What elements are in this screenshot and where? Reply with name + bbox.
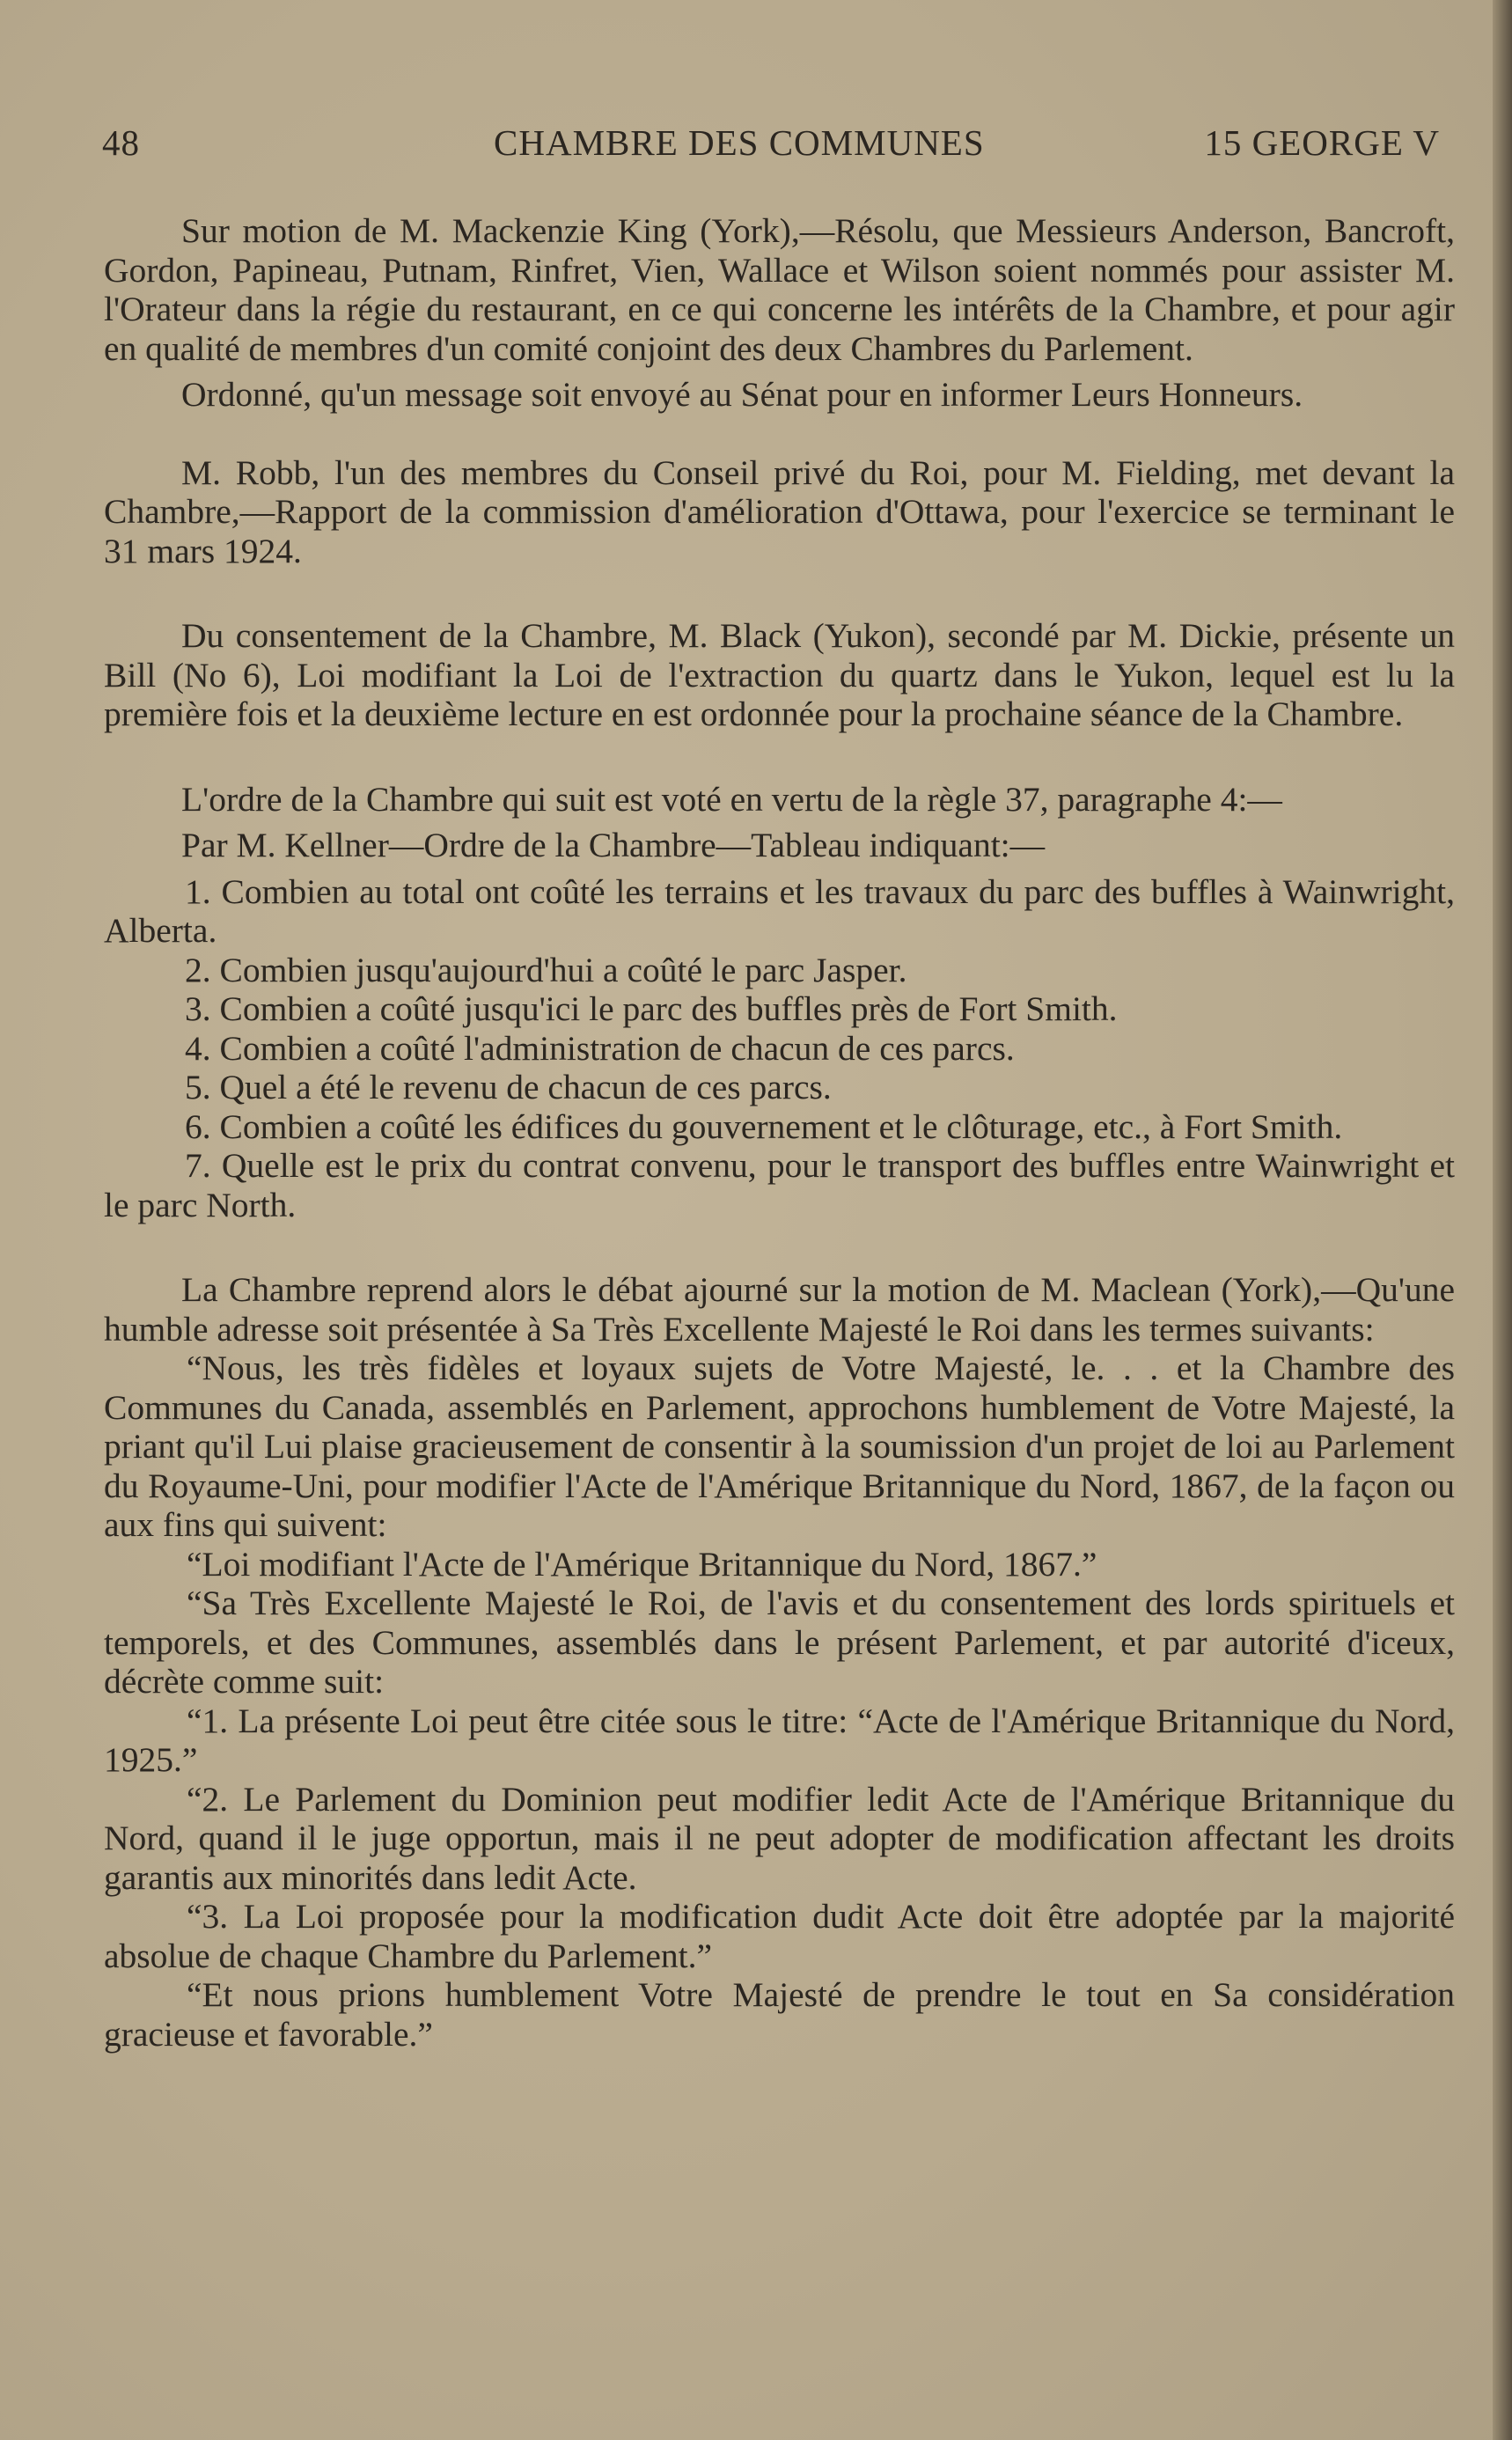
- quote-paragraph: “Et nous prions humblement Votre Majesté de prendre le tout en Sa considération gracieuse et favorable.”: [104, 1975, 1455, 2054]
- paragraph-ottawa-report: M. Robb, l'un des membres du Conseil privé du Roi, pour M. Fielding, met devant la Chambre,—Rapport de la commission d'amélioration d'Ottawa, pour l'exercice se terminant le 31 mars 1924.: [104, 452, 1455, 570]
- paragraph-senate-message: Ordonné, qu'un message soit envoyé au Sénat pour en informer Leurs Honneurs.: [181, 375, 1303, 414]
- list-item: 7. Quelle est le prix du contrat convenu, pour le transport des buffles entre Wainwright et le parc North.: [104, 1146, 1455, 1224]
- body-text: [104, 211, 1455, 2054]
- paragraph-maclean-debate: La Chambre reprend alors le débat ajourné sur la motion de M. Maclean (York),—Qu'une humble adresse soit présentée à Sa Très Excellente Majesté le Roi dans les termes suivants:: [104, 1270, 1455, 1349]
- page-edge-shadow: [1493, 0, 1512, 2440]
- list-item: 3. Combien a coûté jusqu'ici le parc des buffles près de Fort Smith.: [185, 989, 1118, 1028]
- list-item: 6. Combien a coûté les édifices du gouvernement et le clôturage, etc., à Fort Smith.: [185, 1106, 1343, 1146]
- header-title: CHAMBRE DES COMMUNES: [494, 122, 985, 163]
- page-number: 48: [102, 122, 140, 163]
- list-item: 1. Combien au total ont coûté les terrains et les travaux du parc des buffles à Wainwright, Alberta.: [104, 871, 1455, 950]
- paragraph-yukon-bill: Du consentement de la Chambre, M. Black (Yukon), secondé par M. Dickie, présente un Bill (No 6), Loi modifiant la Loi de l'extraction du quartz dans le Yukon, lequel est lu la première fois et la deuxième lecture en est ordonnée pour la prochaine séance de la Chambre.: [104, 616, 1455, 733]
- quote-paragraph: “Loi modifiant l'Acte de l'Amérique Britannique du Nord, 1867.”: [187, 1544, 1097, 1584]
- running-header: [102, 113, 1440, 165]
- list-item: 4. Combien a coûté l'administration de chacun de ces parcs.: [185, 1028, 1015, 1068]
- paragraph-house-order: L'ordre de la Chambre qui suit est voté en vertu de la règle 37, paragraphe 4:—: [181, 779, 1282, 819]
- quote-paragraph: “Nous, les très fidèles et loyaux sujets de Votre Majesté, le. . . et la Chambre des Communes du Canada, assemblés en Parlement, approchons humblement de Votre Majesté, la priant qu'il Lui plaise gracieusement de consentir à la soumission d'un projet de loi au Parlement du Royaume-Uni, pour modifier l'Acte de l'Amérique Britannique du Nord, 1867, de la façon ou aux fins qui suivent:: [104, 1349, 1455, 1544]
- quote-paragraph: “2. Le Parlement du Dominion peut modifier ledit Acte de l'Amérique Britannique du Nord, quand il le juge opportun, mais il ne peut adopter de modification affectant les droits garantis aux minorités dans ledit Acte.: [104, 1779, 1455, 1897]
- paragraph-committee-motion: Sur motion de M. Mackenzie King (York),—Résolu, que Messieurs Anderson, Bancroft, Gordon, Papineau, Putnam, Rinfret, Vien, Wallace et Wilson soient nommés pour assister M. l'Orateur dans la régie du restaurant, en ce qui concerne les intérêts de la Chambre, et pour agir en qualité de membres d'un comité conjoint des deux Chambres du Parlement.: [104, 211, 1455, 368]
- quote-paragraph: “1. La présente Loi peut être citée sous le titre: “Acte de l'Amérique Britannique du Nord, 1925.”: [104, 1701, 1455, 1779]
- quote-paragraph: “3. La Loi proposée pour la modification dudit Acte doit être adoptée par la majorité absolue de chaque Chambre du Parlement.”: [104, 1897, 1455, 1975]
- header-session: 15 GEORGE V: [1204, 122, 1440, 163]
- list-item: 5. Quel a été le revenu de chacun de ces parcs.: [185, 1068, 832, 1106]
- quote-paragraph: “Sa Très Excellente Majesté le Roi, de l'avis et du consentement des lords spirituels et temporels, et des Communes, assemblés dans le présent Parlement, et par autorité d'iceux, décrète comme suit:: [104, 1584, 1455, 1701]
- paragraph-kellner-order: Par M. Kellner—Ordre de la Chambre—Tableau indiquant:—: [181, 826, 1046, 864]
- list-item: 2. Combien jusqu'aujourd'hui a coûté le parc Jasper.: [185, 950, 907, 989]
